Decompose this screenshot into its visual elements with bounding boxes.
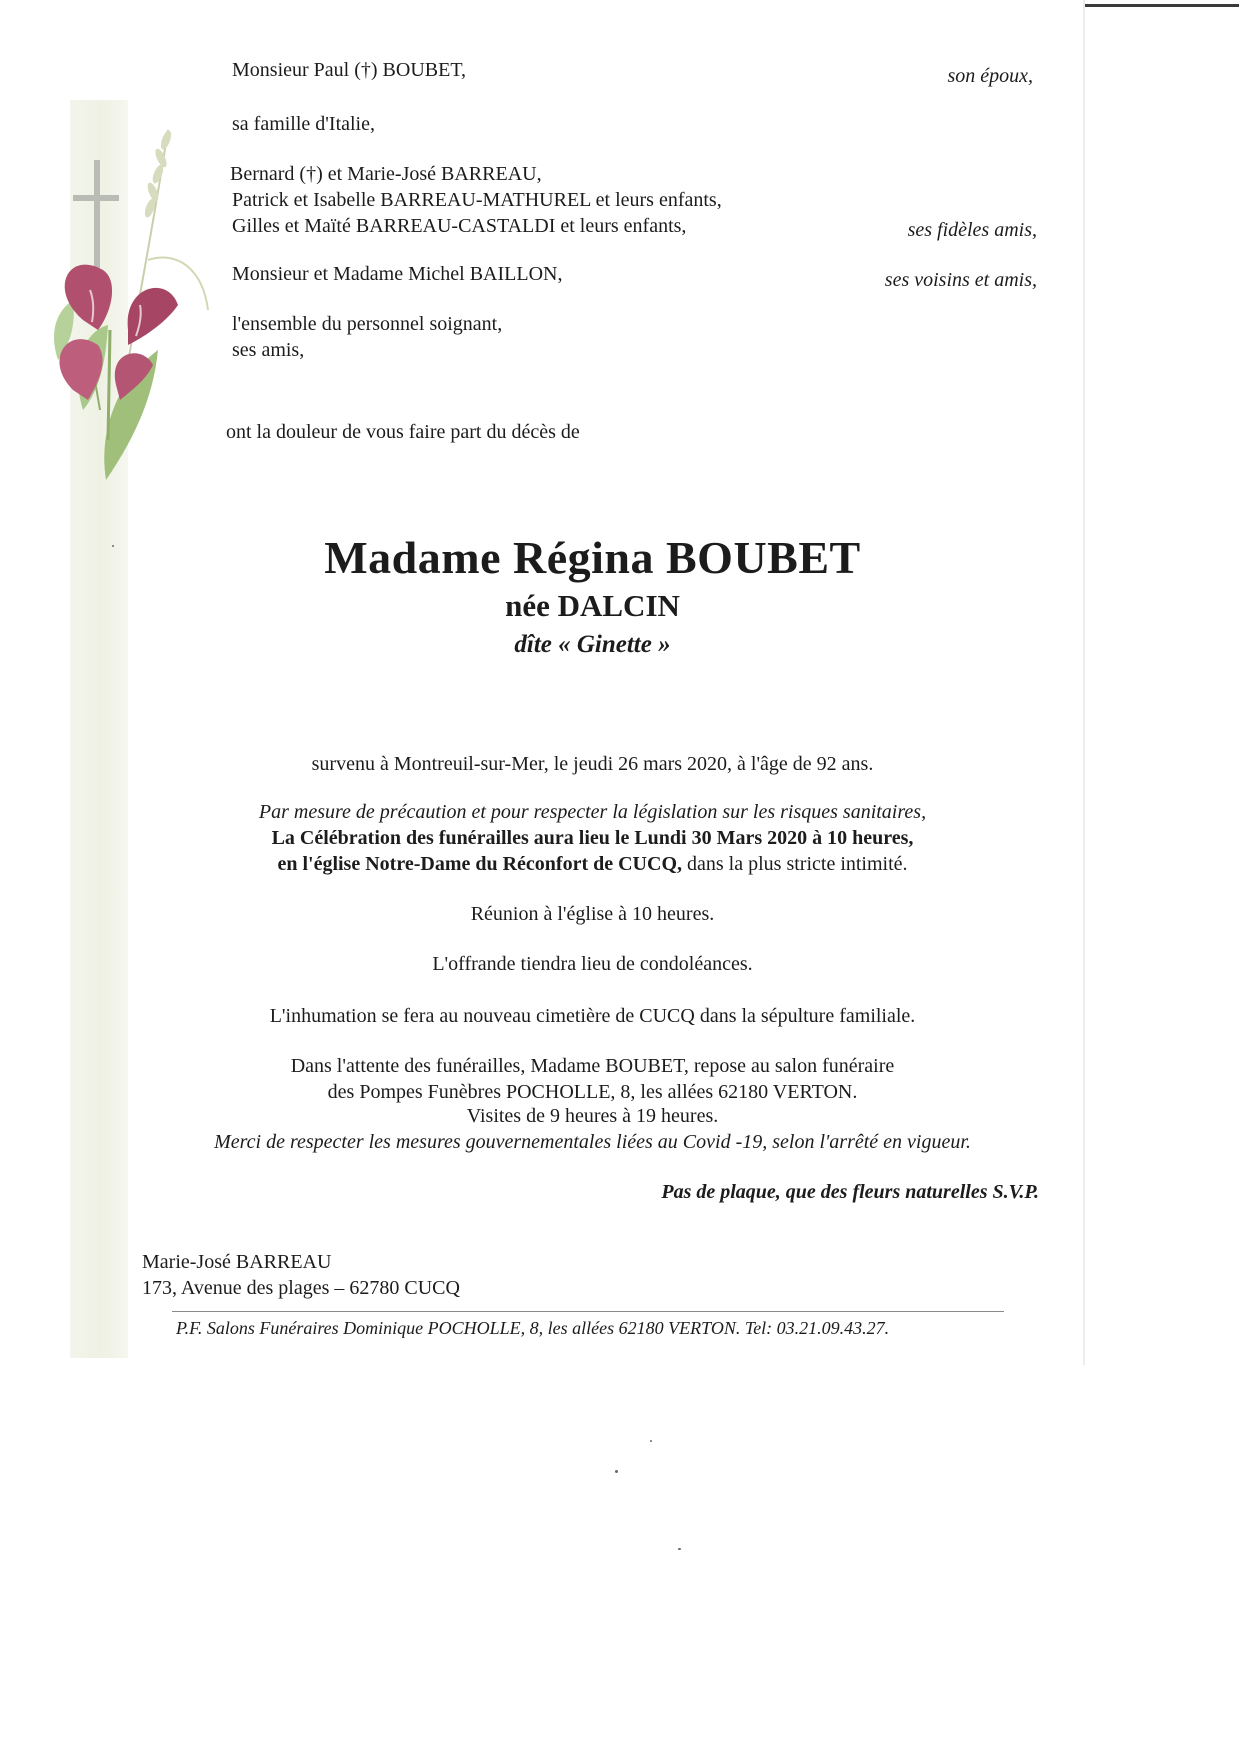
precaution-notice: Par mesure de précaution et pour respecter la législation sur les risques sanitaires, <box>258 801 927 823</box>
church-intimacy: dans la plus stricte intimité. <box>682 853 908 875</box>
flowers-notice: Pas de plaque, que des fleurs naturelles S.V.P. <box>661 1181 1039 1203</box>
maiden-name: née DALCIN <box>505 588 680 623</box>
burial-line: L'inhumation se fera au nouveau cimetière de CUCQ dans la sépulture familiale. <box>269 1005 916 1027</box>
church-line <box>0 852 1185 876</box>
role-husband: son époux, <box>947 65 1033 87</box>
celebration-line: La Célébration des funérailles aura lieu le Lundi 30 Mars 2020 à 10 heures, <box>271 827 914 849</box>
husband-line: Monsieur Paul (†) BOUBET, <box>232 59 467 81</box>
reunion-line: Réunion à l'église à 10 heures. <box>470 903 715 925</box>
church-name: en l'église Notre-Dame du Réconfort de CUCQ, <box>277 853 683 875</box>
italy-family-line: sa famille d'Italie, <box>232 113 375 135</box>
visiting-hours: Visites de 9 heures à 19 heures. <box>466 1105 719 1127</box>
page-edge <box>1083 0 1085 1365</box>
nickname: dîte « Ginette » <box>514 631 671 658</box>
offering-line: L'offrande tiendra lieu de condoléances. <box>432 953 753 975</box>
role-baillon: ses voisins et amis, <box>884 269 1037 291</box>
baillon-line: Monsieur et Madame Michel BAILLON, <box>232 263 563 285</box>
contact-name: Marie-José BARREAU <box>142 1251 332 1273</box>
top-rule <box>1085 4 1239 7</box>
footer-rule <box>172 1311 1004 1312</box>
lily-cross-ornament <box>28 110 218 490</box>
repose-line-1: Dans l'attente des funérailles, Madame BOUBET, repose au salon funéraire <box>290 1055 895 1077</box>
scan-speck <box>615 1470 618 1473</box>
scan-speck <box>678 1548 681 1550</box>
staff-line: l'ensemble du personnel soignant, <box>232 313 503 335</box>
contact-address: 173, Avenue des plages – 62780 CUCQ <box>142 1277 460 1299</box>
barreau-line-2: Patrick et Isabelle BARREAU-MATHUREL et leurs enfants, <box>232 189 722 211</box>
barreau-line-3: Gilles et Maïté BARREAU-CASTALDI et leurs enfants, <box>232 215 687 237</box>
repose-line-2: des Pompes Funèbres POCHOLLE, 8, les allées 62180 VERTON. <box>327 1081 858 1103</box>
friends-line: ses amis, <box>232 339 305 361</box>
announcement-line: ont la douleur de vous faire part du décès de <box>226 421 580 443</box>
barreau-line-1: Bernard (†) et Marie-José BARREAU, <box>230 163 542 185</box>
funeral-home-footer: P.F. Salons Funéraires Dominique POCHOLLE, 8, les allées 62180 VERTON. Tel: 03.21.09.43.27. <box>176 1318 890 1338</box>
role-barreau: ses fidèles amis, <box>907 219 1037 241</box>
scan-speck <box>650 1440 652 1442</box>
covid-notice: Merci de respecter les mesures gouvernementales liées au Covid -19, selon l'arrêté en vigueur. <box>214 1131 971 1153</box>
death-details: survenu à Montreuil-sur-Mer, le jeudi 26 mars 2020, à l'âge de 92 ans. <box>311 753 874 775</box>
deceased-name: Madame Régina BOUBET <box>324 532 861 583</box>
scan-speck <box>112 545 114 547</box>
